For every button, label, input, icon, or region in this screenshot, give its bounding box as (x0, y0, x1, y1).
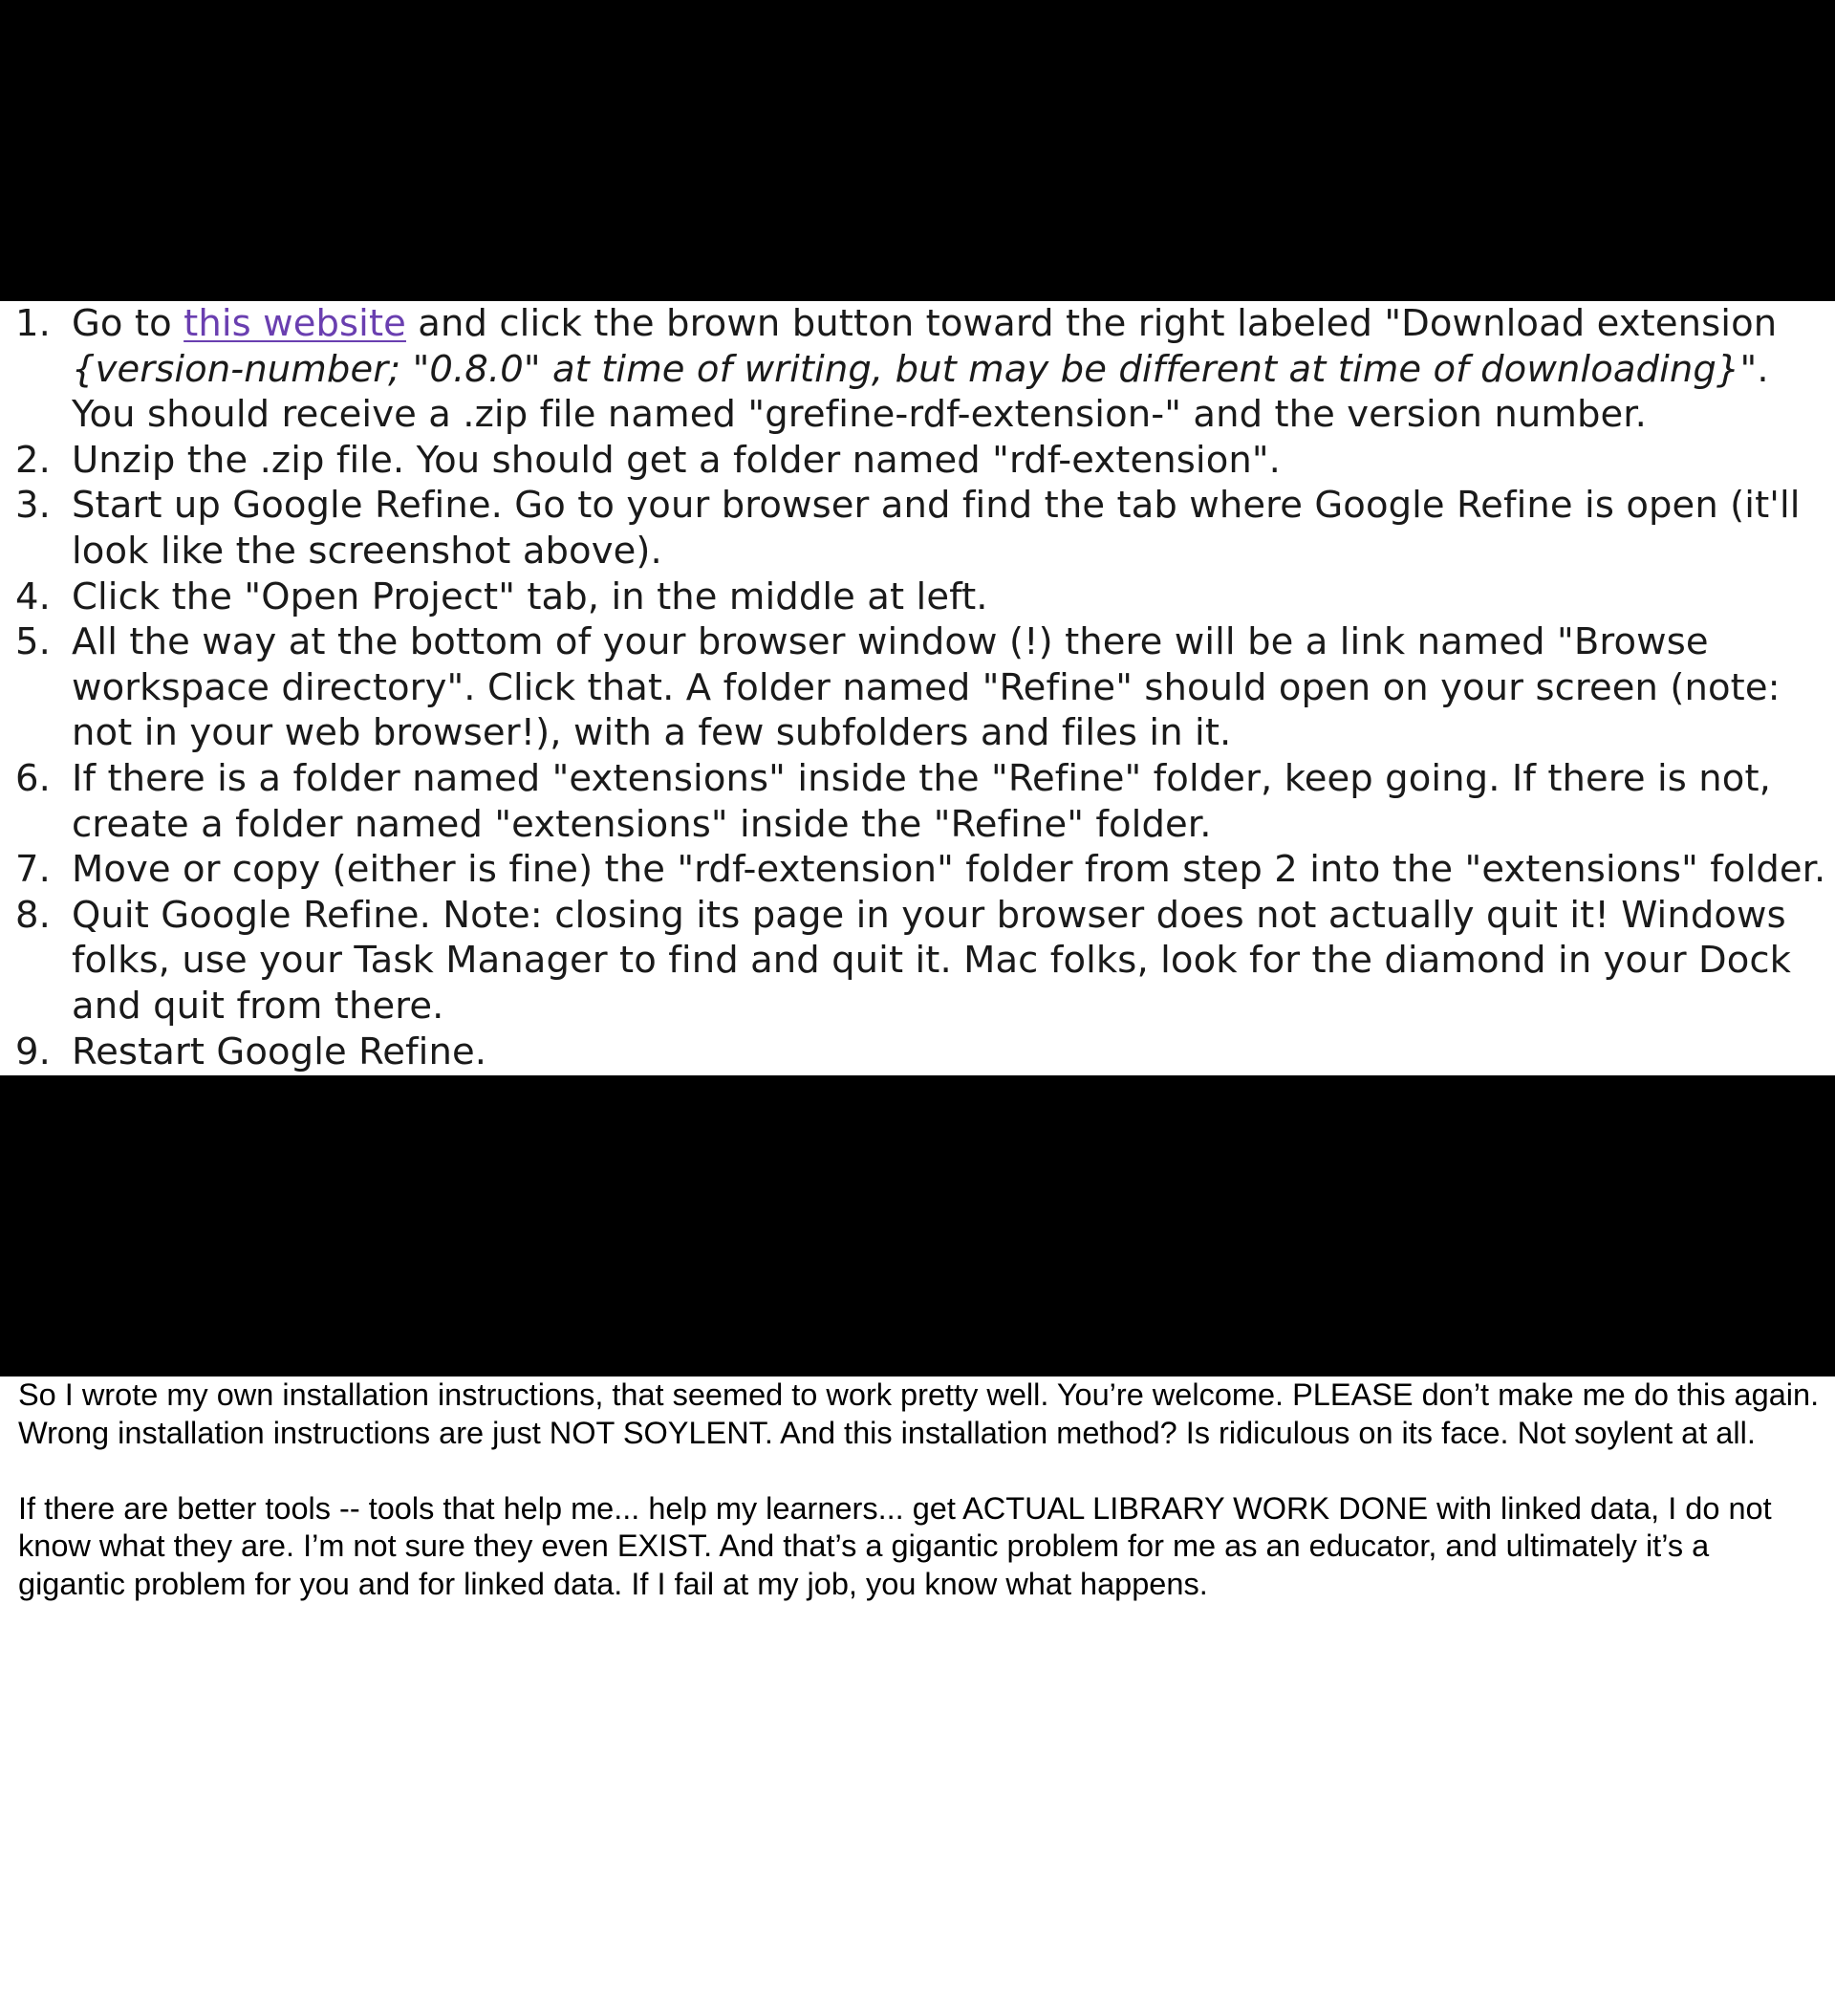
step-item-7 (0, 847, 1835, 893)
step-text: Restart Google Refine. (72, 1030, 487, 1073)
step-number: 5. (15, 620, 51, 664)
instructions-screenshot (0, 301, 1835, 1075)
step-text: Move or copy (either is fine) the "rdf-extension" folder from step 2 into the "extensions" folder. (72, 848, 1826, 892)
step-item-3 (0, 483, 1835, 574)
step-item-2 (0, 438, 1835, 484)
step-text: and click the brown button toward the right labeled "Download extension (405, 302, 1778, 345)
step-text: Unzip the .zip file. You should get a folder named "rdf-extension". (72, 438, 1282, 482)
notes-paragraph: If there are better tools -- tools that help me... help my learners... get ACTUAL LIBRARY WORK DONE with linked data, I do not know what they are. I’m not sure they even EXIST. And that’s a gigantic problem for me as an educator, and ultimately it’s a gigantic problem for you and for linked data. If I fail at my job, you know what happens. (18, 1490, 1772, 1601)
step-number: 9. (15, 1030, 51, 1073)
step-number: 7. (15, 848, 51, 892)
step-item-1 (0, 301, 1835, 438)
step-text: Quit Google Refine. Note: closing its page in your browser does not actually quit it! Windows folks, use your Task Manager to find and quit it. Mac folks, look for the diamond in your Dock and quit from there. (72, 893, 1792, 1028)
step-item-8 (0, 893, 1835, 1030)
installation-steps-list (0, 301, 1835, 1074)
step-number: 2. (15, 438, 51, 482)
step-item-5 (0, 619, 1835, 756)
step-number: 4. (15, 574, 51, 618)
step-text: Go to (72, 302, 184, 345)
step-text: If there is a folder named "extensions" inside the "Refine" folder, keep going. If there is not, create a folder named "extensions" inside the "Refine" folder. (72, 756, 1771, 846)
step-item-9 (0, 1030, 1835, 1075)
version-note: {version-number; "0.8.0" at time of writing, but may be different at time of downloading} (72, 347, 1740, 391)
notes-paragraph: So I wrote my own installation instructions, that seemed to work pretty well. You’re welcome. PLEASE don’t make me do this again. Wrong installation instructions are just NOT SOYLENT. And this installation method? Is ridiculous on its face. Not soylent at all. (18, 1377, 1820, 1450)
step-number: 3. (15, 484, 51, 528)
speaker-notes (18, 1377, 1824, 1641)
step-text: ". You should receive a .zip file named "grefine-rdf-extension-" and the version number. (72, 347, 1769, 437)
step-number: 1. (15, 302, 51, 345)
step-text: Click the "Open Project" tab, in the middle at left. (72, 574, 988, 618)
step-number: 8. (15, 893, 51, 937)
step-text: Start up Google Refine. Go to your browser and find the tab where Google Refine is open (it'll look like the screenshot above). (72, 484, 1801, 573)
this-website-link[interactable]: this website (184, 302, 406, 345)
step-text: All the way at the bottom of your browser window (!) there will be a link named "Browse workspace directory". Click that. A folder named "Refine" should open on your screen (note: not in your web browser!), with a few subfolders and files in it. (72, 620, 1781, 755)
step-number: 6. (15, 756, 51, 800)
step-item-6 (0, 756, 1835, 847)
step-item-4 (0, 574, 1835, 620)
